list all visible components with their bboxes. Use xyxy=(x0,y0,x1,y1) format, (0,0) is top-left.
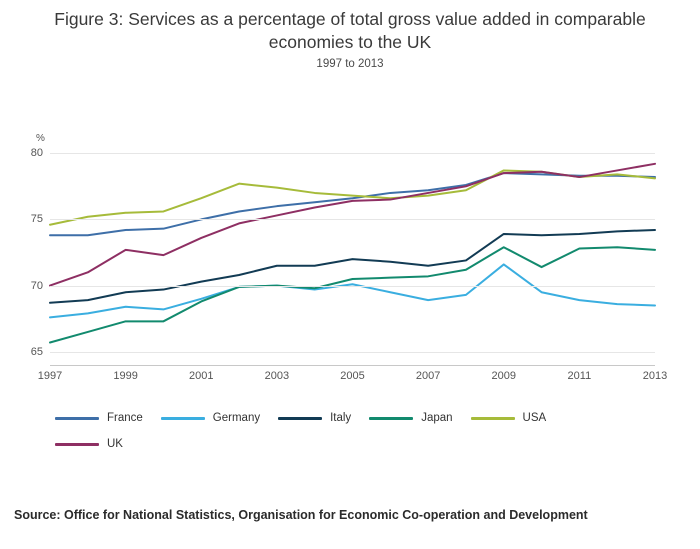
line-series xyxy=(50,247,655,342)
legend-item[interactable] xyxy=(161,412,260,424)
legend-swatch xyxy=(55,417,99,420)
x-axis-tick-label: 2005 xyxy=(340,370,365,382)
gridline xyxy=(30,147,655,160)
y-axis-unit-label: % xyxy=(36,133,45,144)
x-axis-tick-label: 2011 xyxy=(567,370,592,382)
legend-label: USA xyxy=(522,412,547,424)
line-series xyxy=(50,173,655,235)
x-axis-tick-label: 2013 xyxy=(642,370,668,382)
legend-label: UK xyxy=(107,438,123,450)
line-series xyxy=(50,164,655,286)
y-axis-tick-label: 70 xyxy=(30,279,43,292)
legend-swatch xyxy=(278,417,322,420)
chart-subtitle: 1997 to 2013 xyxy=(316,58,384,70)
line-series xyxy=(50,230,655,303)
legend-label: Germany xyxy=(212,412,261,424)
legend-item[interactable] xyxy=(278,412,351,424)
gridline xyxy=(30,345,655,358)
x-axis-tick-label: 2007 xyxy=(415,370,441,382)
x-axis-tick-label: 2001 xyxy=(189,370,214,382)
legend-label: France xyxy=(107,412,143,424)
legend-row xyxy=(55,405,675,431)
legend-row xyxy=(55,431,675,457)
legend-label: Italy xyxy=(330,412,352,424)
legend-swatch xyxy=(55,443,99,446)
legend-item[interactable] xyxy=(471,412,547,424)
x-axis-tick-label: 2003 xyxy=(264,370,290,382)
legend-item[interactable] xyxy=(55,412,143,424)
plot-area xyxy=(30,140,655,365)
gridline xyxy=(30,279,655,292)
legend-swatch xyxy=(369,417,413,420)
legend-item[interactable] xyxy=(55,438,123,450)
x-axis-line xyxy=(50,365,655,366)
y-axis-tick-label: 75 xyxy=(30,213,43,226)
legend-label: Japan xyxy=(421,412,453,424)
series-lines xyxy=(50,140,655,365)
legend-swatch xyxy=(471,417,515,420)
y-axis-tick-label: 80 xyxy=(30,147,43,160)
source-note: Source: Office for National Statistics, Organisation for Economic Co-operation and Development xyxy=(14,508,588,522)
x-axis-tick-label: 1997 xyxy=(37,370,63,382)
y-axis-tick-label: 65 xyxy=(30,345,43,358)
gridline xyxy=(30,213,655,226)
x-axis-tick-label: 2009 xyxy=(491,370,516,382)
chart-legend xyxy=(55,405,675,457)
legend-item[interactable] xyxy=(369,412,452,424)
chart-title: Figure 3: Services as a percentage of total gross value added in comparable economies to the UK xyxy=(54,9,646,52)
x-axis-tick-label: 1999 xyxy=(113,370,138,382)
legend-swatch xyxy=(161,417,205,420)
